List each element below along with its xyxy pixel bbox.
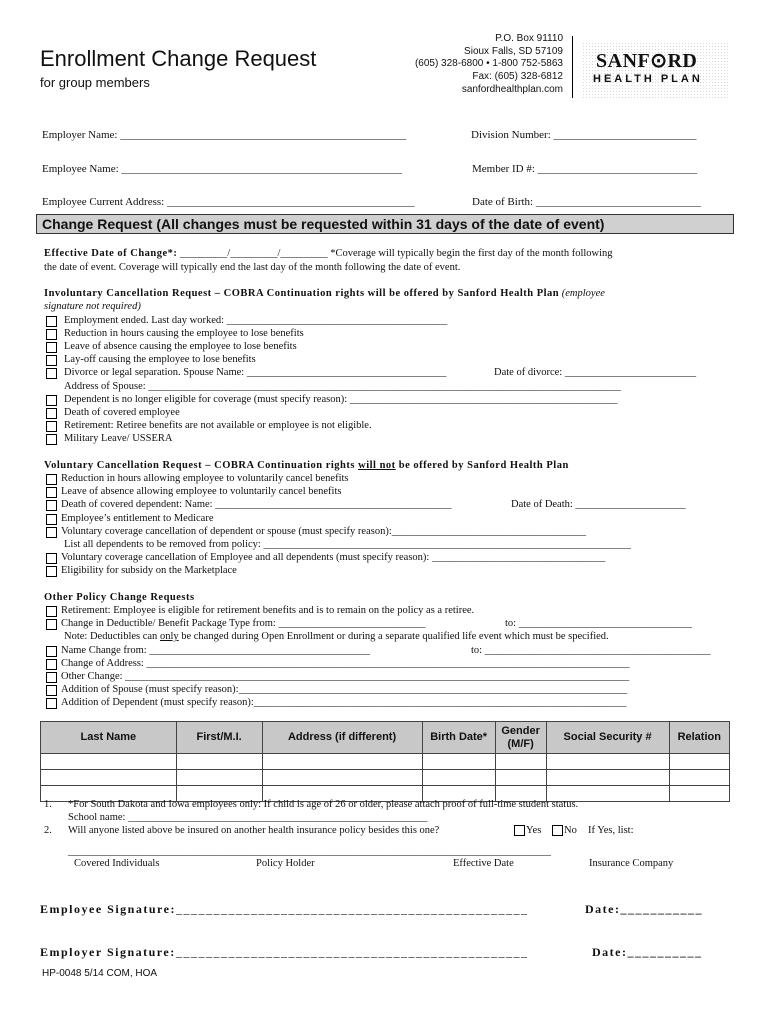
marketplace-label: Eligibility for subsidy on the Marketplace (61, 565, 237, 576)
reduction-hours-checkbox[interactable] (46, 329, 57, 340)
vol-dependent-cancel-checkbox[interactable] (46, 527, 57, 538)
employment-ended-checkbox[interactable] (46, 316, 57, 327)
spouse-address-field[interactable]: Address of Spouse: __________________________________________________________________________________________ (64, 381, 621, 392)
involuntary-note-2: signature not required) (44, 301, 141, 312)
col-first-mi: First/M.I. (176, 722, 262, 754)
divorce-label: Divorce or legal separation. Spouse Name: ______________________________________ (64, 367, 447, 378)
address-change-checkbox[interactable] (46, 659, 57, 670)
insurance-company-label: Insurance Company (589, 858, 674, 869)
reduction-hours-label: Reduction in hours causing the employee to lose benefits (64, 328, 304, 339)
employer-date-field[interactable]: Date:__________ (592, 945, 703, 959)
add-dependent-checkbox[interactable] (46, 698, 57, 709)
deductible-change-label: Change in Deductible/ Benefit Package Type from: ____________________________ (61, 618, 426, 629)
employment-ended-label: Employment ended. Last day worked: __________________________________________ (64, 315, 448, 326)
other-change-checkbox[interactable] (46, 672, 57, 683)
other-change-label: Other Change: ________________________________________________________________________________________________ (61, 671, 630, 682)
death-dependent-label: Death of covered dependent: Name: _____________________________________________ (61, 499, 452, 510)
vol-dependent-cancel-label: Voluntary coverage cancellation of dependent or spouse (must specify reason):_____________________________________ (61, 526, 586, 537)
table-row[interactable] (41, 754, 730, 770)
note-a: Note: Deductibles can (64, 631, 160, 642)
sanford-logo (582, 42, 730, 100)
note-2-text: Will anyone listed above be insured on another health insurance policy besides this one? (68, 825, 440, 836)
military-leave-label: Military Leave/ USSERA (64, 433, 173, 444)
dependent-ineligible-label: Dependent is no longer eligible for coverage (must specify reason): ___________________________________________________ (64, 394, 618, 405)
logo-wordmark: SANF⊙RD (596, 50, 698, 72)
col-address: Address (if different) (262, 722, 422, 754)
city-state: Sioux Falls, SD 57109 (464, 45, 563, 57)
involuntary-heading-row (44, 288, 605, 299)
medicare-label: Employee’s entitlement to Medicare (61, 513, 214, 524)
yes-checkbox[interactable] (514, 825, 525, 836)
col-birth-date: Birth Date* (422, 722, 495, 754)
retiree-checkbox[interactable] (46, 606, 57, 617)
death-dependent-checkbox[interactable] (46, 500, 57, 511)
employer-signature-label: Employer Signature: (40, 945, 176, 959)
employee-address-field[interactable]: Employee Current Address: _____________________________________________ (42, 196, 415, 208)
fax: Fax: (605) 328-6812 (472, 71, 563, 83)
col-last-name: Last Name (41, 722, 177, 754)
website: sanfordhealthplan.com (461, 83, 563, 95)
band-title: Change Request (All changes must be requested within 31 days of the date of event) (42, 216, 605, 232)
employee-signature-label: Employee Signature: (40, 902, 176, 916)
col-ssn: Social Security # (546, 722, 669, 754)
other-insurance-line[interactable]: ____________________________________________________________________________________________ (68, 846, 551, 857)
employer-name-field[interactable]: Employer Name: ____________________________________________________ (42, 129, 407, 141)
note-1-number: 1. (44, 799, 52, 810)
vol-leave-label: Leave of absence allowing employee to voluntarily cancel benefits (61, 486, 342, 497)
logo-tagline: HEALTH PLAN (593, 73, 703, 85)
vol-employee-cancel-label: Voluntary coverage cancellation of Employee and all dependents (must specify reason): _________________________________ (61, 552, 606, 563)
change-request-band (36, 214, 734, 234)
marketplace-checkbox[interactable] (46, 566, 57, 577)
leave-absence-checkbox[interactable] (46, 342, 57, 353)
military-leave-checkbox[interactable] (46, 434, 57, 445)
involuntary-heading: Involuntary Cancellation Request – COBRA Continuation rights will be offered by Sanford Health Plan (44, 288, 560, 299)
add-spouse-label: Addition of Spouse (must specify reason):__________________________________________________________________________ (61, 684, 628, 695)
retirement-label: Retirement: Retiree benefits are not available or employee is not eligible. (64, 420, 372, 431)
form-subtitle: for group members (40, 75, 150, 90)
divorce-checkbox[interactable] (46, 368, 57, 379)
date-of-birth-field[interactable]: Date of Birth: ______________________________ (472, 196, 701, 208)
contact-block (415, 33, 563, 97)
covered-individuals-label: Covered Individuals (74, 858, 160, 869)
header-divider (572, 36, 573, 98)
add-dependent-label: Addition of Dependent (must specify reason):_______________________________________________________________________ (61, 697, 627, 708)
division-number-field[interactable]: Division Number: __________________________ (471, 129, 697, 141)
employee-date-field[interactable]: Date:___________ (585, 902, 703, 916)
vol-reduction-label: Reduction in hours allowing employee to voluntarily cancel benefits (61, 473, 349, 484)
note-b: be changed during Open Enrollment or during a separate qualified life event which must be specified. (178, 631, 609, 642)
member-id-field[interactable]: Member ID #: _____________________________ (472, 163, 698, 175)
name-change-label: Name Change from: __________________________________________ (61, 645, 370, 656)
name-change-to-field[interactable]: to: ___________________________________________ (471, 645, 711, 656)
form-title: Enrollment Change Request (40, 46, 317, 71)
form-code: HP-0048 5/14 COM, HOA (42, 968, 158, 979)
school-name-field[interactable]: School name: _________________________________________________________ (68, 812, 428, 823)
dependents-table (40, 721, 730, 802)
voluntary-heading (44, 460, 569, 471)
note-only: only (159, 631, 179, 642)
effective-date-label: Effective Date (453, 858, 514, 869)
involuntary-note: (employee (561, 288, 605, 299)
name-change-checkbox[interactable] (46, 646, 57, 657)
vol-leave-checkbox[interactable] (46, 487, 57, 498)
effective-date-field[interactable]: _________/_________/_________ *Coverage will typically begin the first day of the month following (177, 248, 613, 259)
divorce-date-field[interactable]: Date of divorce: _________________________ (494, 367, 697, 378)
medicare-checkbox[interactable] (46, 514, 57, 525)
phone: (605) 328-6800 • 1-800 752-5863 (414, 58, 563, 70)
voluntary-heading-u: will not (358, 460, 396, 471)
no-label: No (564, 825, 577, 836)
note-2-number: 2. (44, 825, 52, 836)
no-checkbox[interactable] (552, 825, 563, 836)
yes-label: Yes (526, 825, 542, 836)
col-relation: Relation (669, 722, 729, 754)
effective-date-row (44, 248, 613, 259)
voluntary-heading-a: Voluntary Cancellation Request – COBRA Continuation rights (44, 460, 359, 471)
deductible-change-checkbox[interactable] (46, 619, 57, 630)
deductible-note (64, 631, 609, 642)
deductible-to-field[interactable]: to: _________________________________ (505, 618, 692, 629)
effective-note: the date of event. Coverage will typically end the last day of the month following the date of event. (44, 262, 461, 273)
death-date-field[interactable]: Date of Death: _____________________ (511, 499, 686, 510)
death-employee-checkbox[interactable] (46, 408, 57, 419)
note-1-text: *For South Dakota and Iowa employees only: If child is age of 26 or older, please attach proof of full-time student status. (68, 799, 579, 810)
other-heading: Other Policy Change Requests (44, 592, 195, 603)
effective-date-label: Effective Date of Change*: (44, 248, 178, 259)
policy-holder-label: Policy Holder (256, 858, 315, 869)
dependent-ineligible-checkbox[interactable] (46, 395, 57, 406)
add-spouse-checkbox[interactable] (46, 685, 57, 696)
po-box: P.O. Box 91110 (495, 33, 563, 44)
retiree-label: Retirement: Employee is eligible for retirement benefits and is to remain on the policy as a retiree. (61, 605, 475, 616)
retirement-checkbox[interactable] (46, 421, 57, 432)
table-row[interactable] (41, 770, 730, 786)
leave-absence-label: Leave of absence causing the employee to lose benefits (64, 341, 297, 352)
vol-reduction-checkbox[interactable] (46, 474, 57, 485)
if-yes-label: If Yes, list: (588, 825, 634, 836)
address-change-label: Change of Address: ____________________________________________________________________________________________ (61, 658, 630, 669)
employee-name-field[interactable]: Employee Name: ___________________________________________________ (42, 163, 402, 175)
layoff-label: Lay-off causing the employee to lose benefits (64, 354, 256, 365)
death-employee-label: Death of covered employee (64, 407, 180, 418)
table-header-row (41, 722, 730, 754)
vol-employee-cancel-checkbox[interactable] (46, 553, 57, 564)
layoff-checkbox[interactable] (46, 355, 57, 366)
employer-signature-field[interactable]: _______________________________________________ (176, 945, 529, 959)
employee-signature-field[interactable]: _______________________________________________ (176, 902, 529, 916)
dependents-removed-field[interactable]: List all dependents to be removed from policy: ______________________________________________________________________ (64, 539, 631, 550)
voluntary-heading-b: be offered by Sanford Health Plan (395, 460, 569, 471)
col-gender: Gender (M/F) (495, 722, 546, 754)
